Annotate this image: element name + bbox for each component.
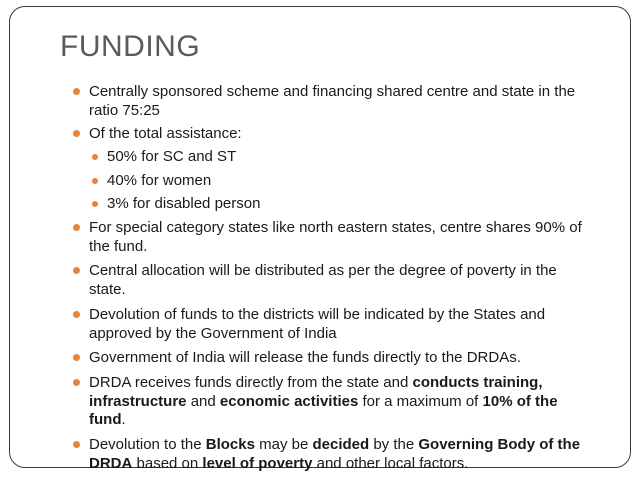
bold-text-segment: conducts training, infrastructure bbox=[89, 374, 543, 410]
bullet-marker-icon bbox=[73, 267, 80, 274]
bullet-item bbox=[89, 349, 594, 368]
bold-text-segment: economic activities bbox=[219, 392, 359, 410]
bullet-item bbox=[89, 125, 594, 144]
bold-text-segment: decided bbox=[312, 436, 370, 453]
sub-bullet-item bbox=[107, 148, 577, 167]
bold-text-segment: Blocks bbox=[205, 436, 255, 453]
sub-bullet-item bbox=[107, 195, 577, 214]
bullet-text: Devolution of funds to the districts will be indicated by the States and approved by the Government of India bbox=[89, 306, 546, 342]
text-segment: based on bbox=[132, 454, 203, 472]
text-segment: Devolution to the bbox=[89, 436, 206, 453]
bullet-marker-icon bbox=[73, 379, 80, 386]
bullet-text: 40% for women bbox=[107, 172, 212, 189]
bullet-marker-icon bbox=[92, 154, 98, 160]
bullet-rich-text bbox=[89, 374, 558, 428]
bullet-marker-icon bbox=[73, 311, 80, 318]
bullet-item bbox=[89, 219, 594, 256]
bullet-text: For special category states like north eastern states, centre shares 90% of the fund. bbox=[89, 219, 582, 255]
text-segment: may be bbox=[254, 436, 313, 453]
bullet-marker-icon bbox=[92, 201, 98, 207]
bullet-marker-icon bbox=[73, 224, 80, 231]
bullet-item bbox=[89, 83, 594, 120]
text-segment: and other local factors. bbox=[312, 454, 469, 472]
slide-title: FUNDING bbox=[60, 30, 201, 63]
bullet-marker-icon bbox=[92, 178, 98, 184]
bullet-item bbox=[89, 262, 594, 299]
text-segment: by the bbox=[369, 436, 419, 453]
bullet-marker-icon bbox=[73, 441, 80, 448]
bullet-text: Centrally sponsored scheme and financing shared centre and state in the ratio 75:25 bbox=[89, 83, 576, 119]
bold-text-segment: Governing Body of the DRDA bbox=[89, 436, 581, 472]
text-segment: DRDA receives funds directly from the state and bbox=[89, 374, 413, 391]
bullet-marker-icon bbox=[73, 354, 80, 361]
bullet-item bbox=[89, 306, 594, 343]
bullet-item bbox=[89, 436, 594, 473]
bullet-marker-icon bbox=[73, 130, 80, 137]
bold-text-segment: 10% of the fund bbox=[89, 392, 558, 428]
text-segment: and bbox=[186, 392, 220, 410]
bullet-text: Central allocation will be distributed as per the degree of poverty in the state. bbox=[89, 262, 557, 298]
sub-bullet-item bbox=[107, 172, 577, 191]
bullet-item bbox=[89, 374, 594, 430]
bold-text-segment: level of poverty bbox=[202, 454, 313, 472]
text-segment: for a maximum of bbox=[358, 392, 483, 410]
bullet-text: Of the total assistance: bbox=[89, 125, 242, 142]
text-segment: . bbox=[121, 411, 126, 428]
bullet-rich-text bbox=[89, 436, 580, 472]
bullet-text: 50% for SC and ST bbox=[107, 148, 237, 165]
bullet-text: 3% for disabled person bbox=[107, 195, 261, 212]
bullet-marker-icon bbox=[73, 88, 80, 95]
bullet-text: Government of India will release the funds directly to the DRDAs. bbox=[89, 349, 521, 366]
